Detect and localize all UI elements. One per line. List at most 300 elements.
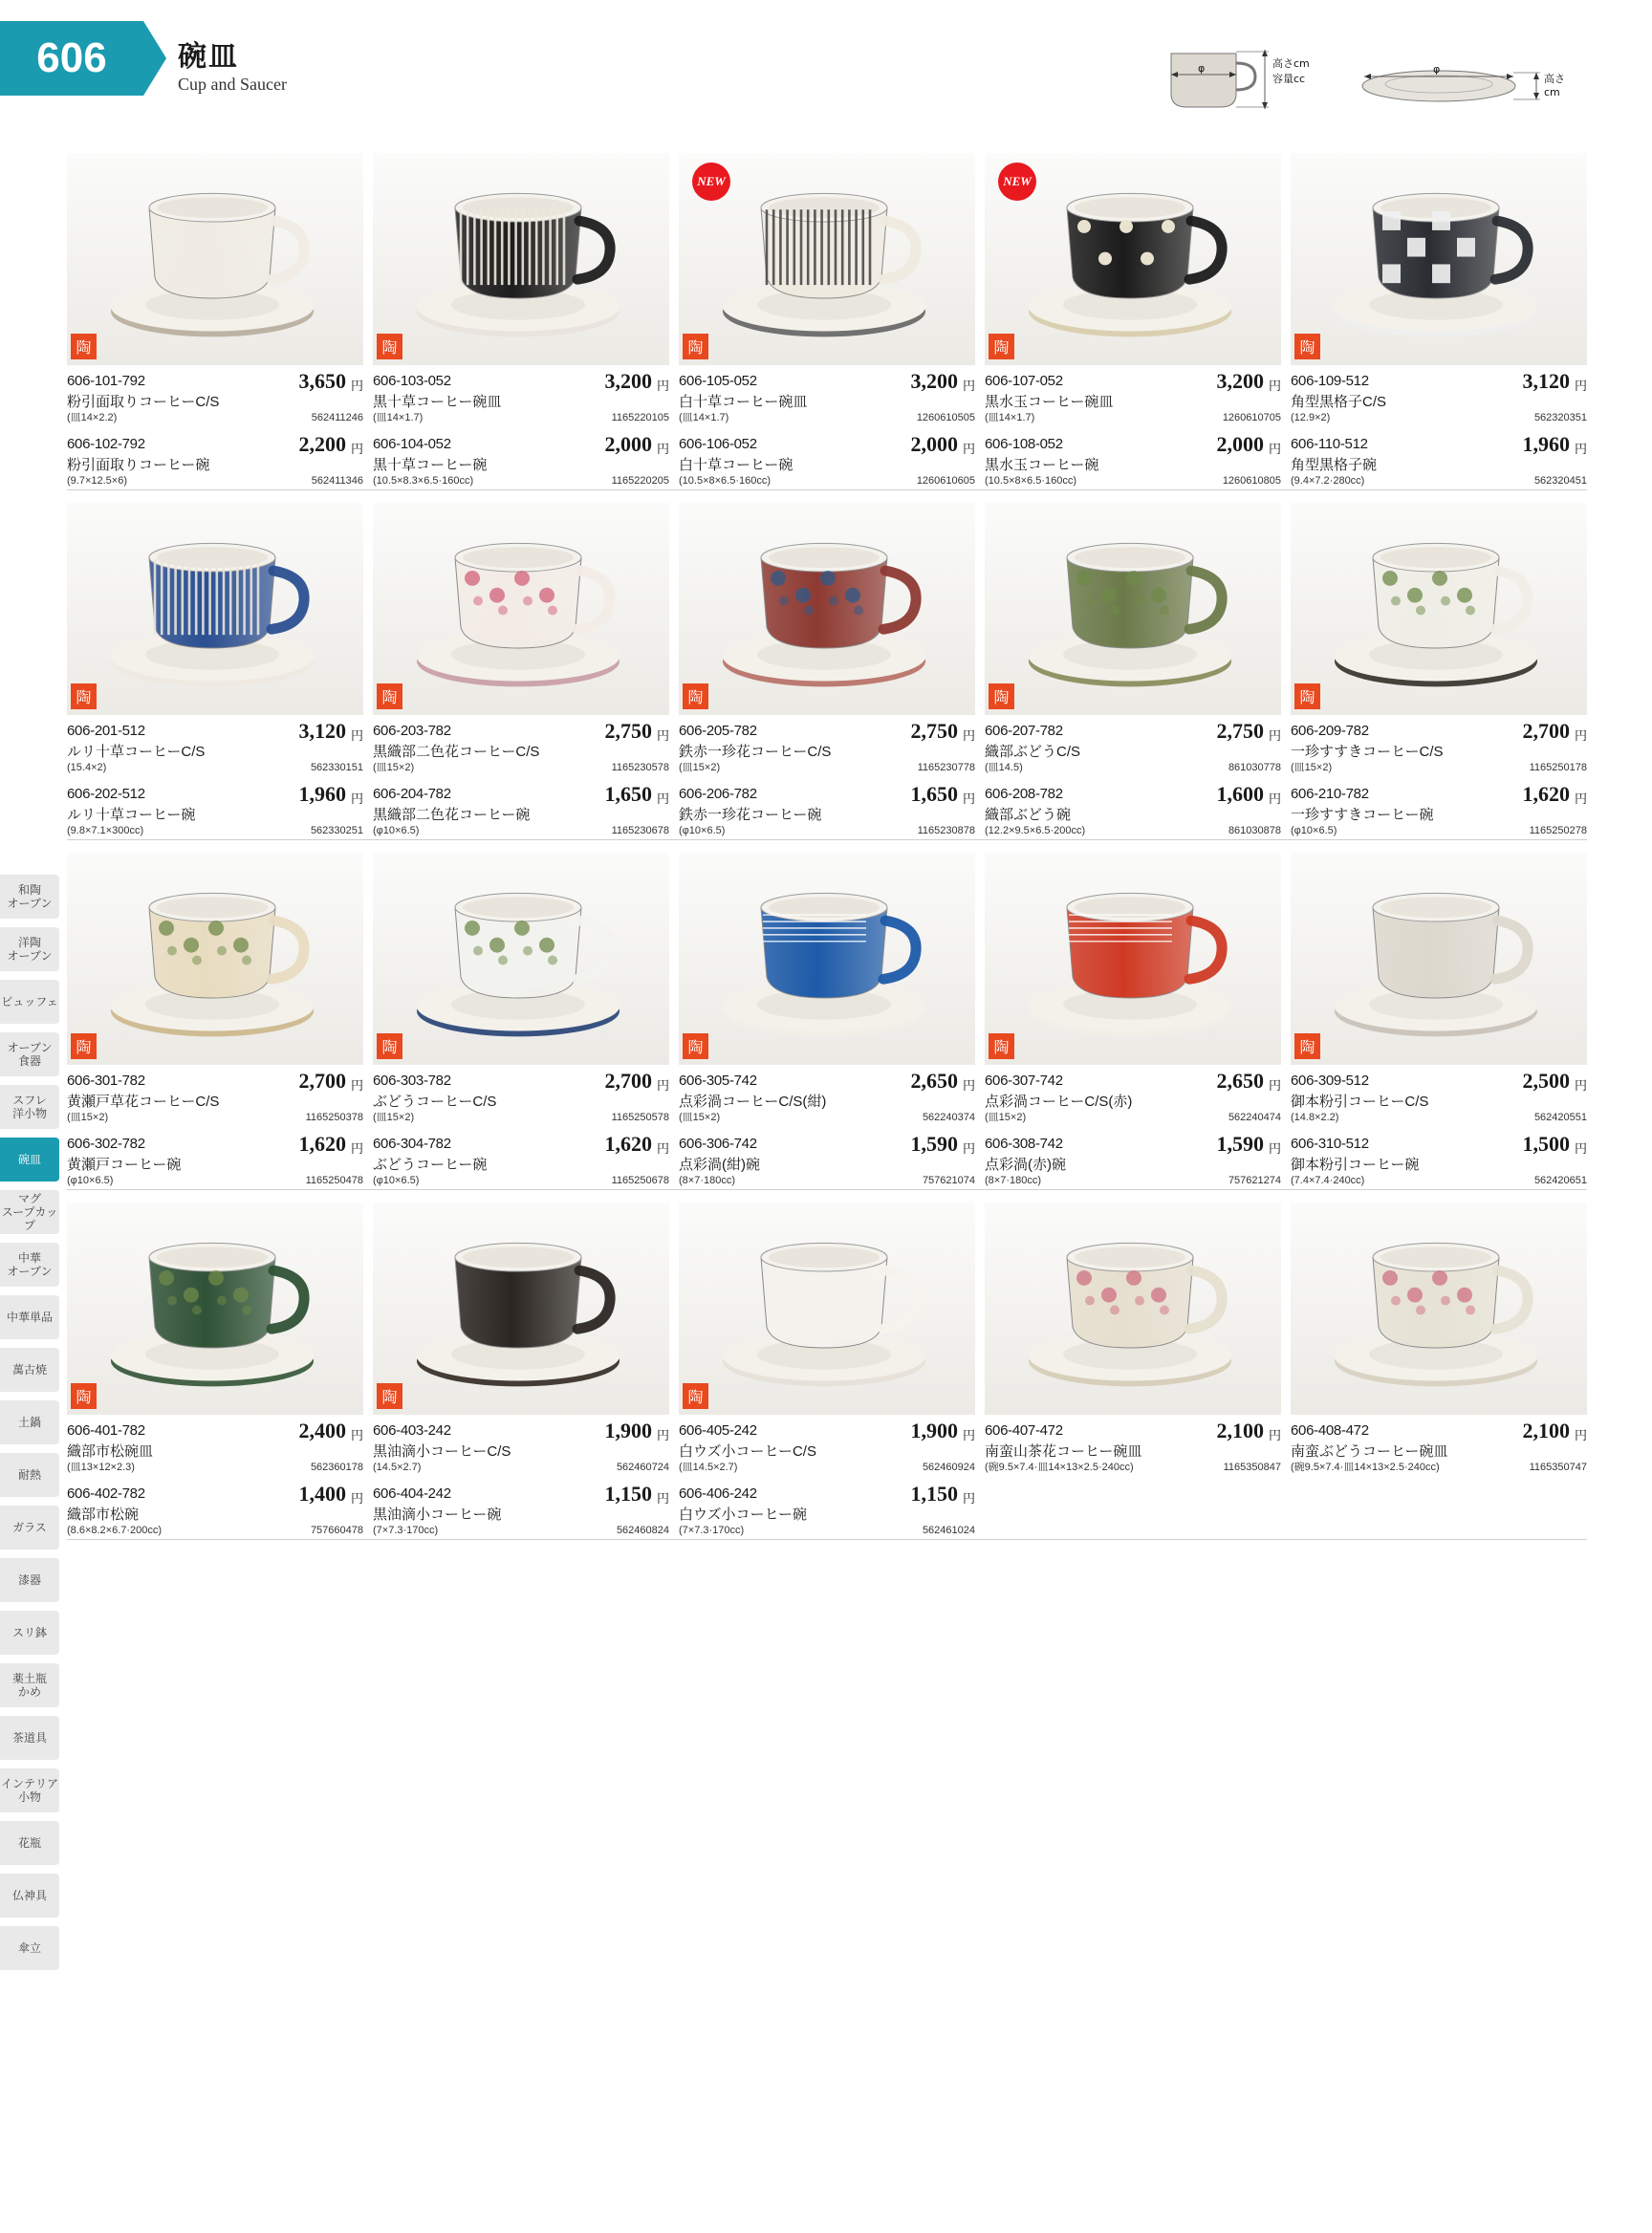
page-subtitle: Cup and Saucer bbox=[178, 75, 287, 94]
material-badge: 陶 bbox=[1294, 683, 1320, 709]
svg-text:容量cc: 容量cc bbox=[1272, 73, 1306, 85]
product-jan: 1165230578 bbox=[611, 762, 669, 773]
product-code: 606-106-052 bbox=[679, 436, 757, 452]
product-row bbox=[67, 503, 1587, 847]
side-tab-8[interactable] bbox=[0, 1295, 59, 1339]
side-tab-14[interactable] bbox=[0, 1611, 59, 1655]
spacer bbox=[985, 775, 1281, 782]
product-name: 黒油滴小コーヒーC/S bbox=[373, 1443, 511, 1460]
product-info bbox=[373, 715, 669, 838]
page-number: 606 bbox=[0, 21, 143, 96]
material-badge: 陶 bbox=[989, 334, 1014, 359]
product-name: 黒油滴小コーヒー碗 bbox=[373, 1507, 502, 1523]
product-cell[interactable] bbox=[985, 503, 1281, 838]
side-tab-label: オーブン bbox=[7, 1041, 53, 1054]
product-size: (皿15×2) bbox=[679, 762, 721, 773]
side-tab-2[interactable] bbox=[0, 980, 59, 1024]
product-size: (8.6×8.2×6.7·200cc) bbox=[67, 1525, 163, 1536]
product-jan: 1165230778 bbox=[917, 762, 975, 773]
product-size: (皿14×2.2) bbox=[67, 412, 118, 423]
product-code: 606-102-792 bbox=[67, 436, 145, 452]
side-tab-label: 花瓶 bbox=[17, 1836, 41, 1850]
material-badge: 陶 bbox=[989, 1033, 1014, 1059]
spacer bbox=[1291, 425, 1587, 432]
product-photo bbox=[985, 153, 1281, 365]
product-price: 2,700 bbox=[1522, 719, 1570, 743]
spacer bbox=[985, 425, 1281, 432]
product-code: 606-301-782 bbox=[67, 1073, 145, 1089]
product-cell[interactable] bbox=[67, 503, 363, 838]
side-tab-4[interactable] bbox=[0, 1085, 59, 1129]
product-code: 606-402-782 bbox=[67, 1485, 145, 1502]
product-photo bbox=[985, 1203, 1281, 1415]
svg-text:φ: φ bbox=[1198, 62, 1206, 75]
product-code: 606-206-782 bbox=[679, 786, 757, 802]
product-jan: 1165250478 bbox=[305, 1175, 363, 1186]
currency-unit: 円 bbox=[656, 379, 669, 393]
product-price: 2,000 bbox=[1216, 432, 1264, 456]
product-jan: 1165250678 bbox=[611, 1175, 669, 1186]
side-tab-19[interactable] bbox=[0, 1874, 59, 1918]
product-jan: 1165220205 bbox=[611, 475, 669, 487]
row-divider bbox=[67, 1189, 1587, 1190]
side-tab-label: 薬土瓶 bbox=[11, 1672, 47, 1685]
product-price: 2,700 bbox=[298, 1069, 346, 1093]
product-jan: 562320351 bbox=[1533, 412, 1587, 423]
product-jan: 1165230878 bbox=[917, 825, 975, 836]
product-price: 2,400 bbox=[298, 1419, 346, 1442]
side-tab-label: 仏神具 bbox=[11, 1889, 47, 1902]
product-jan: 1165250378 bbox=[305, 1112, 363, 1123]
currency-unit: 円 bbox=[656, 1428, 669, 1442]
product-jan: 1165250178 bbox=[1529, 762, 1587, 773]
product-name: 織部市松碗皿 bbox=[67, 1443, 154, 1460]
product-price: 3,120 bbox=[298, 719, 346, 743]
product-size: (14.5×2.7) bbox=[373, 1462, 422, 1473]
currency-unit: 円 bbox=[350, 728, 363, 743]
side-tab-9[interactable] bbox=[0, 1348, 59, 1392]
side-tab-label: オーブン bbox=[7, 949, 53, 963]
product-size: (皿14×1.7) bbox=[679, 412, 729, 423]
product-photo bbox=[985, 853, 1281, 1065]
product-photo bbox=[985, 503, 1281, 715]
product-price: 1,620 bbox=[1522, 782, 1570, 806]
product-price: 2,500 bbox=[1522, 1069, 1570, 1093]
product-name: 白十草コーヒー碗皿 bbox=[679, 394, 808, 410]
product-jan: 1260610805 bbox=[1222, 475, 1281, 487]
spacer bbox=[679, 1125, 975, 1132]
product-code: 606-305-742 bbox=[679, 1073, 757, 1089]
spacer bbox=[1291, 775, 1587, 782]
product-code: 606-308-742 bbox=[985, 1136, 1063, 1152]
product-jan: 562411346 bbox=[311, 475, 363, 487]
product-name: 黄瀬戸草花コーヒーC/S bbox=[67, 1094, 220, 1110]
side-tab-label: 小物 bbox=[17, 1790, 41, 1804]
svg-text:高さ: 高さ bbox=[1544, 73, 1565, 85]
currency-unit: 円 bbox=[962, 379, 975, 393]
side-tab-1[interactable] bbox=[0, 927, 59, 971]
product-size: (皿15×2) bbox=[985, 1112, 1027, 1123]
spacer bbox=[679, 425, 975, 432]
product-info bbox=[1291, 1415, 1587, 1475]
product-code: 606-201-512 bbox=[67, 723, 145, 739]
product-cell[interactable] bbox=[679, 853, 975, 1188]
product-photo bbox=[67, 1203, 363, 1415]
currency-unit: 円 bbox=[962, 1491, 975, 1506]
product-price: 1,620 bbox=[298, 1132, 346, 1156]
product-code: 606-401-782 bbox=[67, 1422, 145, 1439]
side-tab-5[interactable] bbox=[0, 1138, 59, 1182]
product-size: (φ10×6.5) bbox=[373, 825, 420, 836]
product-name: 粉引面取りコーヒー碗 bbox=[67, 457, 210, 473]
product-price: 1,900 bbox=[604, 1419, 652, 1442]
material-badge: 陶 bbox=[683, 683, 708, 709]
product-info bbox=[679, 715, 975, 838]
side-tab-label: 洋小物 bbox=[11, 1107, 47, 1120]
product-size: (10.5×8.3×6.5·160cc) bbox=[373, 475, 474, 487]
product-code: 606-208-782 bbox=[985, 786, 1063, 802]
product-jan: 1165220105 bbox=[611, 412, 669, 423]
product-name: 点彩渦(紺)碗 bbox=[679, 1157, 760, 1173]
product-code: 606-203-782 bbox=[373, 723, 451, 739]
side-tab-label: マグ bbox=[17, 1192, 41, 1205]
product-price: 2,650 bbox=[1216, 1069, 1264, 1093]
side-tab-3[interactable] bbox=[0, 1032, 59, 1076]
product-size: (皿15×2) bbox=[373, 1112, 415, 1123]
product-info bbox=[985, 365, 1281, 488]
product-size: (14.8×2.2) bbox=[1291, 1112, 1339, 1123]
product-info bbox=[679, 1415, 975, 1538]
product-name: 点彩渦コーヒーC/S(紺) bbox=[679, 1094, 827, 1110]
material-badge: 陶 bbox=[71, 1033, 97, 1059]
product-jan: 757660478 bbox=[310, 1525, 363, 1536]
product-size: (皿15×2) bbox=[67, 1112, 109, 1123]
product-code: 606-404-242 bbox=[373, 1485, 451, 1502]
product-cell[interactable] bbox=[67, 1203, 363, 1538]
product-price: 3,650 bbox=[298, 369, 346, 393]
product-price: 2,700 bbox=[604, 1069, 652, 1093]
product-cell[interactable] bbox=[67, 153, 363, 488]
product-size: (皿14.5×2.7) bbox=[679, 1462, 738, 1473]
product-size: (15.4×2) bbox=[67, 762, 107, 773]
currency-unit: 円 bbox=[1268, 1078, 1281, 1093]
side-tab-13[interactable] bbox=[0, 1558, 59, 1602]
side-tab-0[interactable] bbox=[0, 875, 59, 919]
product-name: 御本粉引コーヒー碗 bbox=[1291, 1157, 1420, 1173]
svg-text:高さcm: 高さcm bbox=[1272, 57, 1310, 70]
side-tab-label: 傘立 bbox=[17, 1941, 41, 1955]
currency-unit: 円 bbox=[1268, 442, 1281, 456]
product-size: (7.4×7.4·240cc) bbox=[1291, 1175, 1365, 1186]
product-code: 606-105-052 bbox=[679, 373, 757, 389]
product-name: 一珍すすきコーヒーC/S bbox=[1291, 744, 1444, 760]
product-info bbox=[373, 1065, 669, 1188]
product-cell[interactable] bbox=[679, 1203, 975, 1538]
product-code: 606-101-792 bbox=[67, 373, 145, 389]
currency-unit: 円 bbox=[350, 1428, 363, 1442]
product-info bbox=[679, 1065, 975, 1188]
product-price: 3,200 bbox=[1216, 369, 1264, 393]
product-info bbox=[373, 1415, 669, 1538]
product-size: (皿14×1.7) bbox=[373, 412, 424, 423]
product-size: (8×7·180cc) bbox=[679, 1175, 736, 1186]
product-jan: 1260610505 bbox=[916, 412, 975, 423]
product-row bbox=[67, 853, 1587, 1197]
material-badge: 陶 bbox=[71, 683, 97, 709]
side-tab-label: 食器 bbox=[17, 1054, 41, 1068]
product-size: (12.9×2) bbox=[1291, 412, 1331, 423]
product-cell[interactable] bbox=[985, 1203, 1281, 1475]
product-row bbox=[67, 1203, 1587, 1547]
product-jan: 562420551 bbox=[1533, 1112, 1587, 1123]
currency-unit: 円 bbox=[350, 1078, 363, 1093]
product-size: (12.2×9.5×6.5·200cc) bbox=[985, 825, 1086, 836]
material-badge: 陶 bbox=[377, 1383, 402, 1409]
product-size: (φ10×6.5) bbox=[679, 825, 726, 836]
product-name: 南蛮ぶどうコーヒー碗皿 bbox=[1291, 1443, 1448, 1460]
product-price: 1,900 bbox=[910, 1419, 958, 1442]
spacer bbox=[67, 425, 363, 432]
product-jan: 1260610705 bbox=[1222, 412, 1281, 423]
side-tab-label: 土鍋 bbox=[17, 1416, 41, 1429]
currency-unit: 円 bbox=[350, 1141, 363, 1156]
product-size: (10.5×8×6.5·160cc) bbox=[985, 475, 1077, 487]
product-jan: 562460824 bbox=[616, 1525, 669, 1536]
side-tab-label: 和陶 bbox=[17, 883, 41, 897]
product-price: 1,150 bbox=[604, 1482, 652, 1506]
currency-unit: 円 bbox=[656, 728, 669, 743]
product-size: (皿15×2) bbox=[373, 762, 415, 773]
product-size: (7×7.3·170cc) bbox=[373, 1525, 439, 1536]
product-code: 606-406-242 bbox=[679, 1485, 757, 1502]
product-size: (9.4×7.2·280cc) bbox=[1291, 475, 1365, 487]
product-cell[interactable] bbox=[679, 153, 975, 488]
side-tab-11[interactable] bbox=[0, 1453, 59, 1497]
product-cell[interactable] bbox=[373, 853, 669, 1188]
side-tab-label: インテリア bbox=[0, 1777, 58, 1790]
side-tab-6[interactable] bbox=[0, 1190, 59, 1234]
product-cell[interactable] bbox=[1291, 1203, 1587, 1475]
side-tab-7[interactable] bbox=[0, 1243, 59, 1287]
row-divider bbox=[67, 839, 1587, 840]
material-badge: 陶 bbox=[377, 334, 402, 359]
product-price: 1,620 bbox=[604, 1132, 652, 1156]
product-jan: 757621074 bbox=[922, 1175, 975, 1186]
product-size: (φ10×6.5) bbox=[67, 1175, 114, 1186]
product-code: 606-205-782 bbox=[679, 723, 757, 739]
product-size: (皿14.5) bbox=[985, 762, 1023, 773]
page-title: 碗皿 bbox=[178, 41, 239, 73]
product-code: 606-103-052 bbox=[373, 373, 451, 389]
side-tab-label: オーブン bbox=[7, 1265, 53, 1278]
product-name: 一珍すすきコーヒー碗 bbox=[1291, 807, 1434, 823]
product-size: (φ10×6.5) bbox=[1291, 825, 1337, 836]
side-tab-label: スリ鉢 bbox=[11, 1626, 47, 1639]
product-price: 2,650 bbox=[910, 1069, 958, 1093]
product-name: 黒十草コーヒー碗皿 bbox=[373, 394, 502, 410]
product-name: 黄瀬戸コーヒー碗 bbox=[67, 1157, 182, 1173]
new-badge: NEW bbox=[998, 163, 1036, 201]
product-cell[interactable] bbox=[1291, 153, 1587, 488]
product-name: 角型黒格子碗 bbox=[1291, 457, 1378, 473]
product-cell[interactable] bbox=[67, 853, 363, 1188]
product-photo bbox=[1291, 153, 1587, 365]
product-info bbox=[985, 1065, 1281, 1188]
product-size: (φ10×6.5) bbox=[373, 1175, 420, 1186]
product-size: (皿15×2) bbox=[679, 1112, 721, 1123]
product-price: 1,650 bbox=[604, 782, 652, 806]
product-price: 2,200 bbox=[298, 432, 346, 456]
product-code: 606-310-512 bbox=[1291, 1136, 1369, 1152]
product-jan: 562420651 bbox=[1533, 1175, 1587, 1186]
product-code: 606-407-472 bbox=[985, 1422, 1063, 1439]
product-price: 3,200 bbox=[604, 369, 652, 393]
product-price: 2,750 bbox=[1216, 719, 1264, 743]
side-tab-label: オーブン bbox=[7, 897, 53, 910]
spacer bbox=[1291, 1125, 1587, 1132]
side-tab-20[interactable] bbox=[0, 1926, 59, 1970]
product-photo bbox=[1291, 853, 1587, 1065]
currency-unit: 円 bbox=[350, 379, 363, 393]
side-tab-label: ビュッフェ bbox=[1, 995, 58, 1008]
product-code: 606-209-782 bbox=[1291, 723, 1369, 739]
product-size: (皿15×2) bbox=[1291, 762, 1333, 773]
product-info bbox=[67, 1065, 363, 1188]
product-cell[interactable] bbox=[373, 1203, 669, 1538]
product-price: 1,590 bbox=[910, 1132, 958, 1156]
product-jan: 757621274 bbox=[1228, 1175, 1281, 1186]
spacer bbox=[679, 775, 975, 782]
product-info bbox=[985, 1415, 1281, 1475]
product-name: 黒織部二色花コーヒーC/S bbox=[373, 744, 540, 760]
side-tab-17[interactable] bbox=[0, 1768, 59, 1812]
product-jan: 562460724 bbox=[616, 1462, 669, 1473]
currency-unit: 円 bbox=[1574, 442, 1587, 456]
product-cell[interactable] bbox=[679, 503, 975, 838]
material-badge: 陶 bbox=[71, 1383, 97, 1409]
spacer bbox=[67, 775, 363, 782]
product-price: 1,500 bbox=[1522, 1132, 1570, 1156]
product-name: 織部ぶどうC/S bbox=[985, 744, 1081, 760]
product-info bbox=[67, 1415, 363, 1538]
product-name: 白ウズ小コーヒーC/S bbox=[679, 1443, 816, 1460]
product-code: 606-304-782 bbox=[373, 1136, 451, 1152]
currency-unit: 円 bbox=[962, 791, 975, 806]
currency-unit: 円 bbox=[1574, 1141, 1587, 1156]
product-size: (8×7·180cc) bbox=[985, 1175, 1042, 1186]
product-size: (9.7×12.5×6) bbox=[67, 475, 127, 487]
currency-unit: 円 bbox=[1268, 1428, 1281, 1442]
product-price: 2,000 bbox=[604, 432, 652, 456]
spacer bbox=[67, 1475, 363, 1482]
product-code: 606-302-782 bbox=[67, 1136, 145, 1152]
material-badge: 陶 bbox=[1294, 1033, 1320, 1059]
side-tab-label: スフレ bbox=[12, 1094, 47, 1107]
currency-unit: 円 bbox=[656, 1141, 669, 1156]
product-jan: 562330151 bbox=[310, 762, 363, 773]
product-price: 1,960 bbox=[298, 782, 346, 806]
product-code: 606-207-782 bbox=[985, 723, 1063, 739]
product-photo bbox=[373, 503, 669, 715]
product-photo bbox=[679, 1203, 975, 1415]
product-code: 606-408-472 bbox=[1291, 1422, 1369, 1439]
product-code: 606-405-242 bbox=[679, 1422, 757, 1439]
product-price: 2,750 bbox=[910, 719, 958, 743]
product-cell[interactable] bbox=[1291, 503, 1587, 838]
product-jan: 1165250578 bbox=[611, 1112, 669, 1123]
side-tab-10[interactable] bbox=[0, 1400, 59, 1444]
product-price: 1,590 bbox=[1216, 1132, 1264, 1156]
product-code: 606-210-782 bbox=[1291, 786, 1369, 802]
product-price: 2,750 bbox=[604, 719, 652, 743]
product-cell[interactable] bbox=[985, 153, 1281, 488]
currency-unit: 円 bbox=[656, 1491, 669, 1506]
product-cell[interactable] bbox=[1291, 853, 1587, 1188]
product-name: 粉引面取りコーヒーC/S bbox=[67, 394, 220, 410]
product-code: 606-109-512 bbox=[1291, 373, 1369, 389]
side-tab-label: 耐熱 bbox=[17, 1468, 41, 1482]
side-tab-label: 中華単品 bbox=[6, 1311, 53, 1324]
product-name: 鉄赤一珍花コーヒーC/S bbox=[679, 744, 832, 760]
side-tab-label: スープカップ bbox=[1, 1205, 58, 1232]
product-price: 3,200 bbox=[910, 369, 958, 393]
product-cell[interactable] bbox=[985, 853, 1281, 1188]
side-tab-15[interactable] bbox=[0, 1663, 59, 1707]
product-name: ルリ十草コーヒーC/S bbox=[67, 744, 206, 760]
side-tab-12[interactable] bbox=[0, 1506, 59, 1550]
currency-unit: 円 bbox=[1574, 1078, 1587, 1093]
product-name: 白十草コーヒー碗 bbox=[679, 457, 793, 473]
product-size: (碗9.5×7.4·皿14×13×2.5·240cc) bbox=[1291, 1462, 1440, 1473]
product-code: 606-107-052 bbox=[985, 373, 1063, 389]
side-tab-16[interactable] bbox=[0, 1716, 59, 1760]
product-price: 1,150 bbox=[910, 1482, 958, 1506]
product-info bbox=[679, 365, 975, 488]
product-name: 白ウズ小コーヒー碗 bbox=[679, 1507, 807, 1523]
product-size: (7×7.3·170cc) bbox=[679, 1525, 745, 1536]
side-tab-label: 碗皿 bbox=[17, 1153, 41, 1166]
product-name: 御本粉引コーヒーC/S bbox=[1291, 1094, 1429, 1110]
product-jan: 562240374 bbox=[922, 1112, 975, 1123]
product-photo bbox=[1291, 1203, 1587, 1415]
side-tab-18[interactable] bbox=[0, 1821, 59, 1865]
spacer bbox=[985, 1125, 1281, 1132]
product-name: ルリ十草コーヒー碗 bbox=[67, 807, 196, 823]
size-diagram bbox=[1162, 36, 1620, 122]
spacer bbox=[373, 1475, 669, 1482]
product-jan: 1165250278 bbox=[1529, 825, 1587, 836]
product-info bbox=[985, 715, 1281, 838]
side-tab-list[interactable] bbox=[0, 875, 71, 1979]
material-badge: 陶 bbox=[683, 1383, 708, 1409]
product-code: 606-403-242 bbox=[373, 1422, 451, 1439]
material-badge: 陶 bbox=[377, 683, 402, 709]
currency-unit: 円 bbox=[350, 442, 363, 456]
product-code: 606-108-052 bbox=[985, 436, 1063, 452]
product-size: (9.8×7.1×300cc) bbox=[67, 825, 144, 836]
product-name: 織部市松碗 bbox=[67, 1507, 140, 1523]
product-info bbox=[1291, 1065, 1587, 1188]
product-jan: 562411246 bbox=[311, 412, 363, 423]
currency-unit: 円 bbox=[1268, 791, 1281, 806]
product-cell[interactable] bbox=[373, 153, 669, 488]
product-photo bbox=[67, 153, 363, 365]
product-cell[interactable] bbox=[373, 503, 669, 838]
product-name: 黒水玉コーヒー碗 bbox=[985, 457, 1099, 473]
product-photo bbox=[67, 853, 363, 1065]
product-info bbox=[67, 365, 363, 488]
product-jan: 562320451 bbox=[1533, 475, 1587, 487]
